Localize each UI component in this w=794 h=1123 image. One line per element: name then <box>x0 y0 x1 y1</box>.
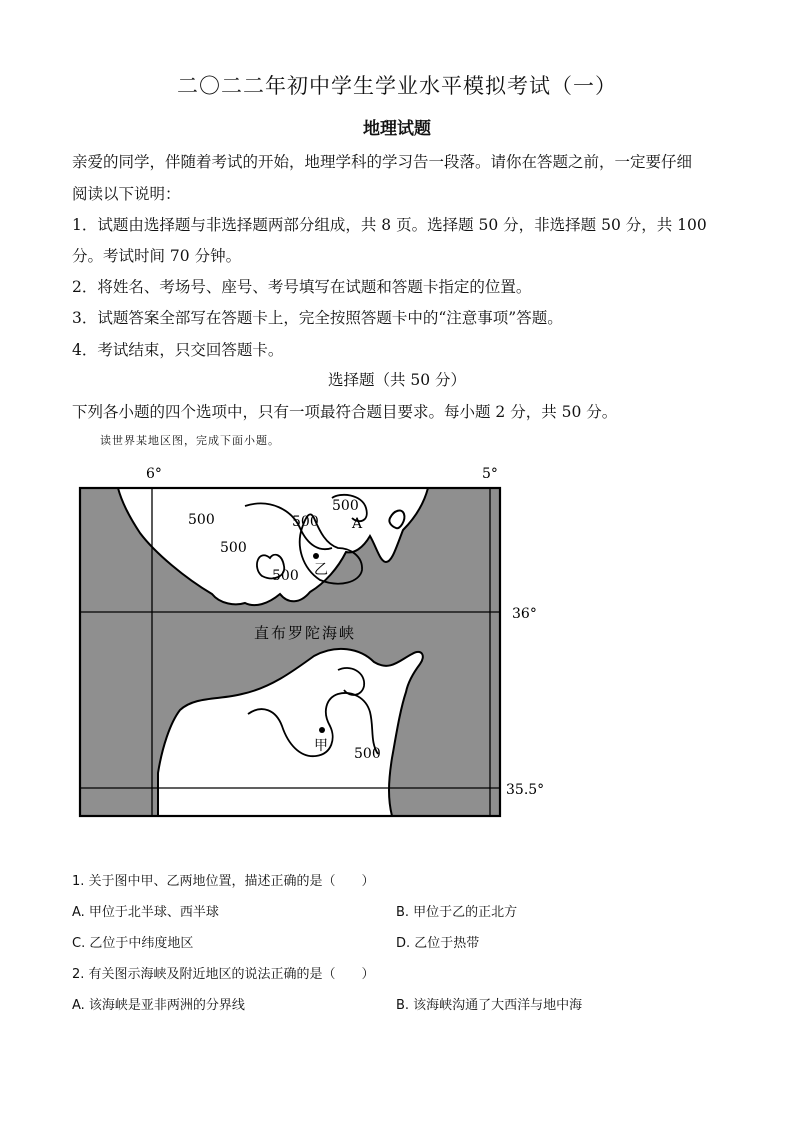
contour-label: 500 <box>272 568 299 584</box>
section-heading: 选择题（共 50 分） <box>327 371 467 389</box>
section-instruction: 下列各小题的四个选项中，只有一项最符合题目要求。每小题 2 分，共 50 分。 <box>72 403 618 421</box>
point-a-label: A <box>352 516 363 532</box>
point-yi-marker <box>313 553 319 559</box>
question-2-option-b: B. 该海峡沟通了大西洋与地中海 <box>396 998 583 1013</box>
page-title: 二〇二二年初中学生学业水平模拟考试（一） <box>177 74 617 98</box>
question-2-option-a: A. 该海峡是亚非两洲的分界线 <box>72 998 245 1013</box>
contour-label: 500 <box>292 514 319 530</box>
point-jia-label: 甲 <box>314 738 328 754</box>
question-1-option-d: D. 乙位于热带 <box>396 936 480 951</box>
contour-label: 500 <box>220 540 247 556</box>
question-1-option-b: B. 甲位于乙的正北方 <box>396 905 518 920</box>
question-2-stem: 2. 有关图示海峡及附近地区的说法正确的是（ ） <box>72 967 375 982</box>
latitude-label-35-5: 35.5° <box>506 782 545 798</box>
latitude-label-36: 36° <box>512 606 537 622</box>
contour-label: 500 <box>354 746 381 762</box>
instruction-item-1-line-1: 1．试题由选择题与非选择题两部分组成，共 8 页。选择题 50 分，非选择题 50 分，共 100 <box>72 216 707 234</box>
strait-map <box>70 458 560 822</box>
page-subtitle: 地理试题 <box>363 119 431 139</box>
instruction-item-1-line-2: 分。考试时间 70 分钟。 <box>72 247 242 265</box>
question-1-option-a: A. 甲位于北半球、西半球 <box>72 905 219 920</box>
point-jia-marker <box>319 727 325 733</box>
intro-line-1: 亲爱的同学，伴随着考试的开始，地理学科的学习告一段落。请你在答题之前，一定要仔细 <box>72 153 693 171</box>
instruction-item-4: 4．考试结束，只交回答题卡。 <box>72 341 284 359</box>
point-yi-label: 乙 <box>314 562 328 578</box>
longitude-label-5: 5° <box>482 466 498 482</box>
strait-label: 直布罗陀海峡 <box>254 624 357 642</box>
instruction-item-3: 3．试题答案全部写在答题卡上，完全按照答题卡中的“注意事项”答题。 <box>72 309 563 327</box>
question-1-stem: 1. 关于图中甲、乙两地位置，描述正确的是（ ） <box>72 874 375 889</box>
contour-label: 500 <box>332 498 359 514</box>
longitude-label-6: 6° <box>146 466 162 482</box>
instruction-item-2: 2．将姓名、考场号、座号、考号填写在试题和答题卡指定的位置。 <box>72 278 532 296</box>
contour-label: 500 <box>188 512 215 528</box>
intro-line-2: 阅读以下说明： <box>72 185 181 203</box>
question-1-option-c: C. 乙位于中纬度地区 <box>72 936 194 951</box>
map-caption: 读世界某地区图，完成下面小题。 <box>100 434 280 447</box>
